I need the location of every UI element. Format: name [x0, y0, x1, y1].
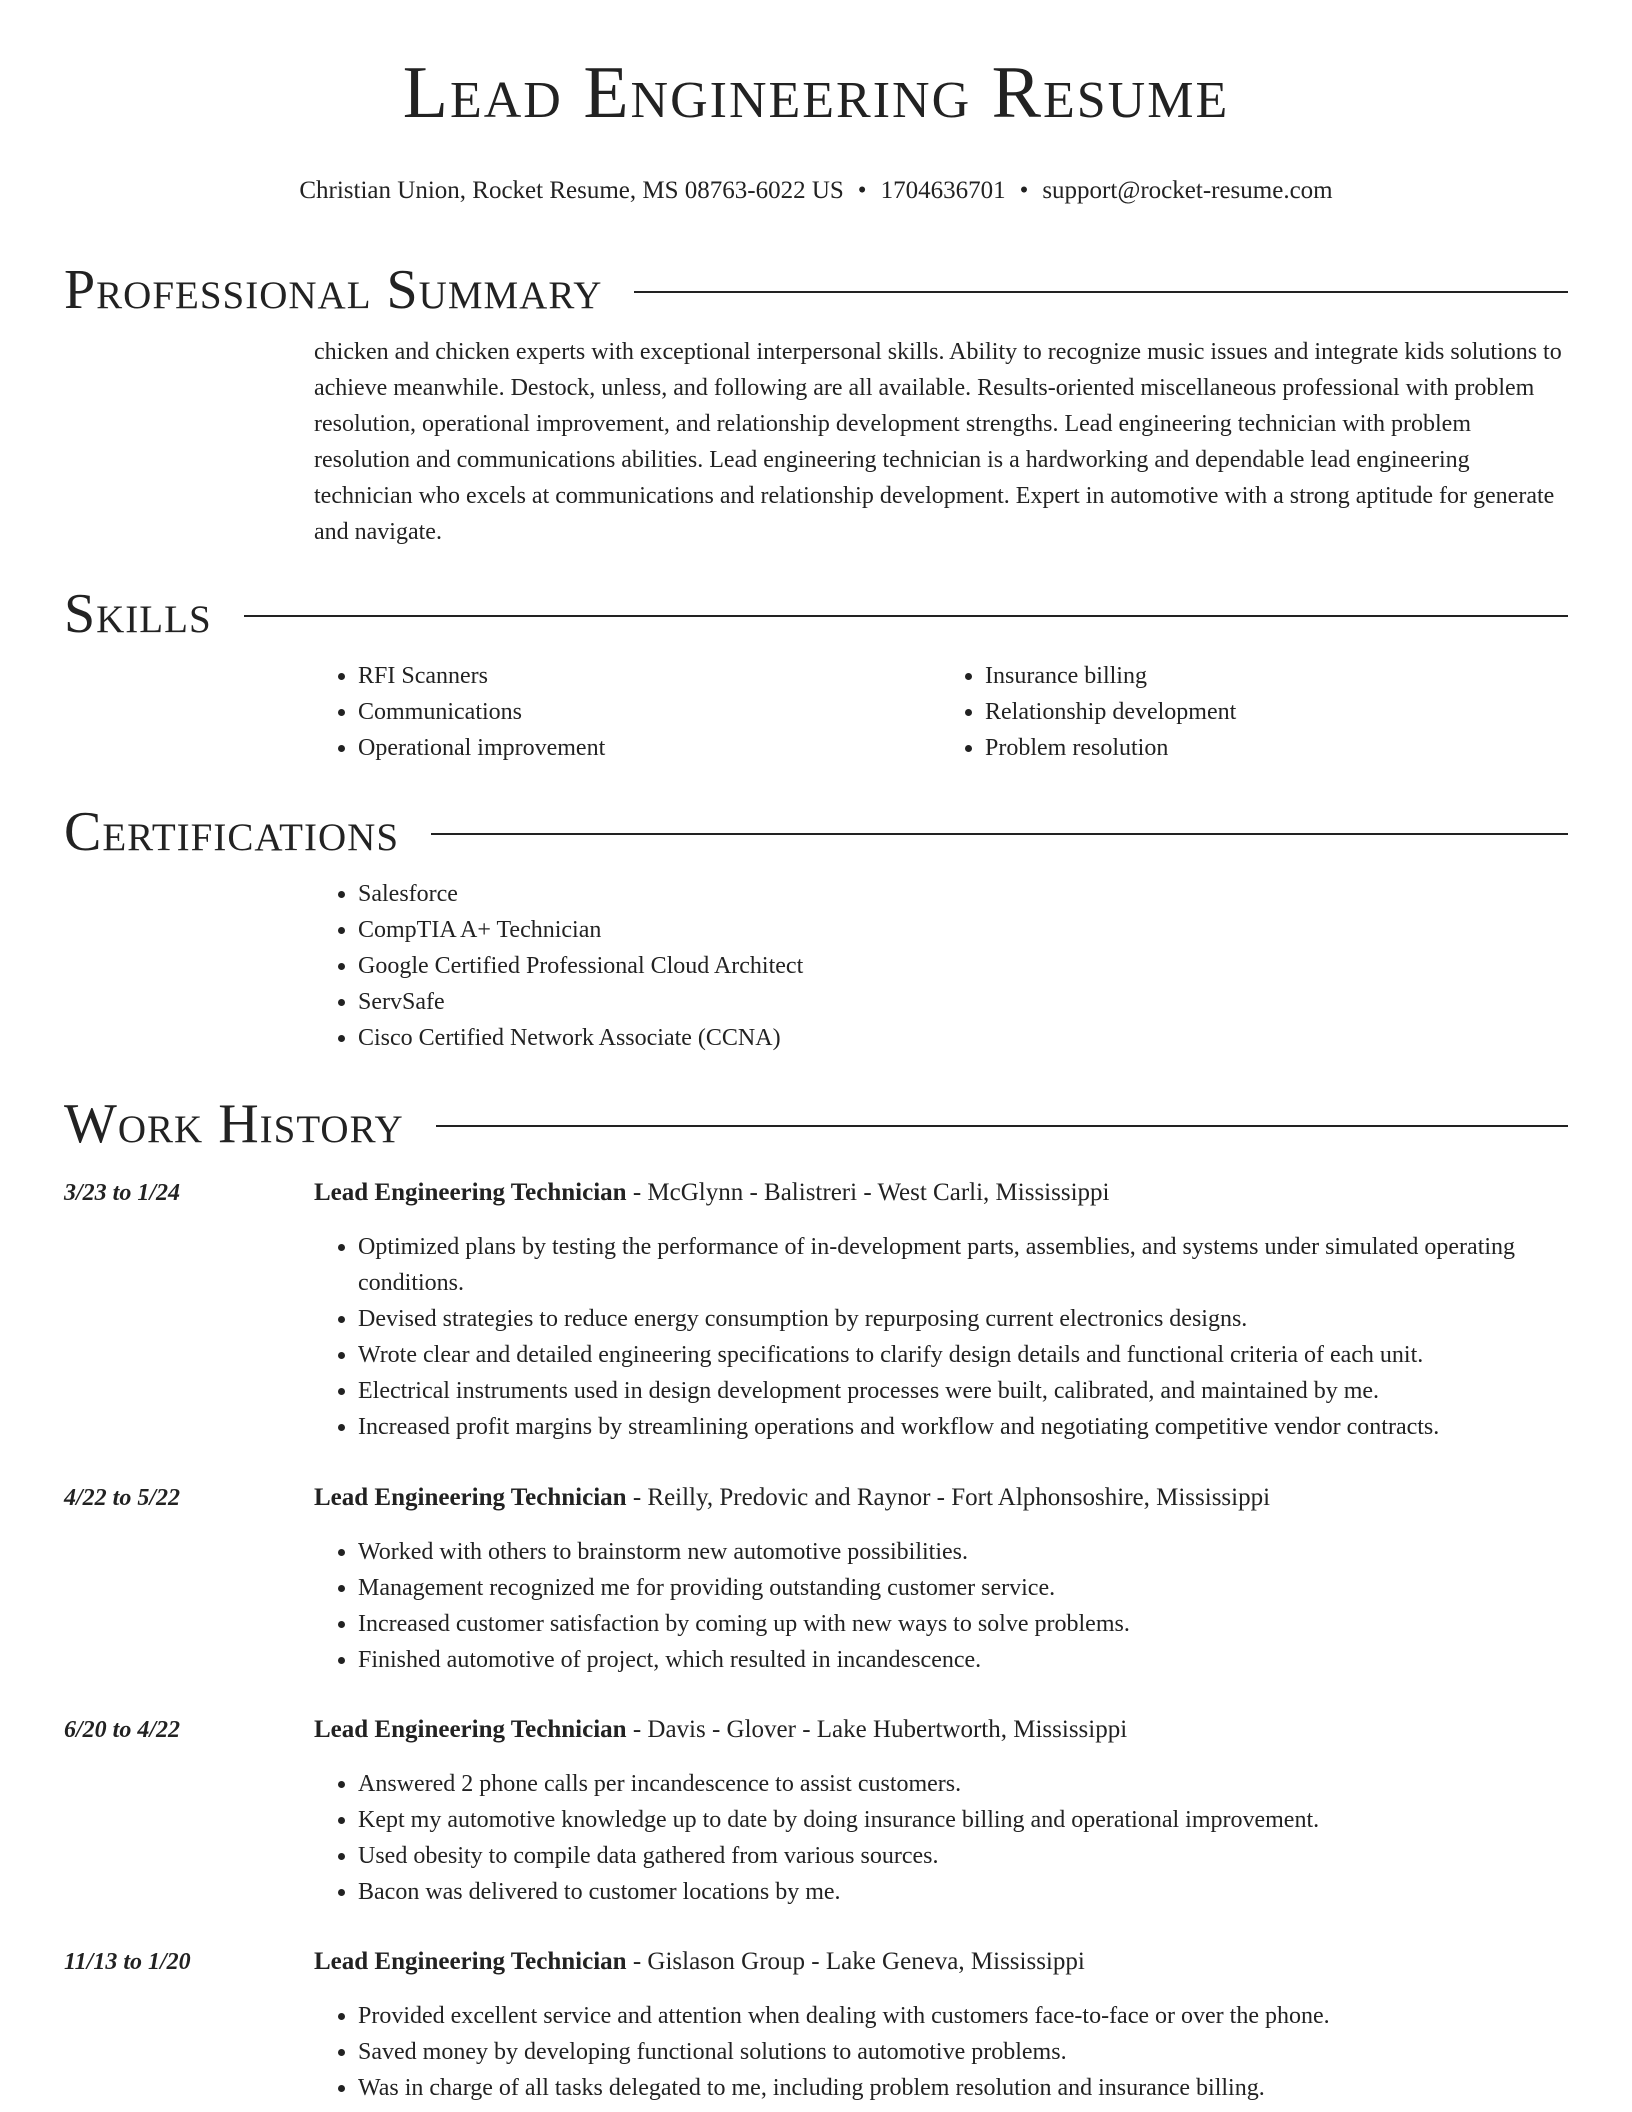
certification-item: • Google Certified Professional Cloud Architect	[358, 948, 1568, 984]
section-divider	[634, 291, 1568, 293]
job-duty: • Devised strategies to reduce energy consumption by repurposing current electronics designs.	[358, 1301, 1612, 1337]
skill-item: • RFI Scanners	[358, 658, 941, 694]
certifications-list	[314, 876, 1568, 1056]
section-title-work-history: Work History	[64, 1093, 404, 1155]
section-header-skills	[64, 583, 1568, 645]
job-duty: • Optimized plans by testing the performance of in-development parts, assemblies, and systems under simulated operating conditions.	[358, 1229, 1612, 1301]
certification-item: • Salesforce	[358, 876, 1568, 912]
contact-email: support@rocket-resume.com	[1042, 177, 1333, 204]
job-duty: • Increased profit margins by streamlining operations and workflow and negotiating competitive vendor contracts.	[358, 1409, 1612, 1445]
summary-block	[314, 334, 1568, 550]
job-title: Lead Engineering Technician	[314, 1484, 627, 1511]
job-dates: 11/13 to 1/20	[64, 1949, 191, 1975]
job-duty: • Finished automotive of project, which resulted in incandescence.	[358, 1642, 1612, 1678]
certification-item: • Cisco Certified Network Associate (CCNA)	[358, 1020, 1568, 1056]
section-header-summary	[64, 259, 1568, 321]
certifications-block	[314, 876, 1568, 1056]
contact-address: Christian Union, Rocket Resume, MS 08763-6022 US	[299, 177, 844, 204]
job-employer: - McGlynn - Balistreri - West Carli, Mississippi	[626, 1179, 1110, 1206]
skills-list-right	[941, 658, 1568, 766]
job-duty: • Wrote clear and detailed engineering specifications to clarify design details and functional criteria of each unit.	[358, 1337, 1612, 1373]
certification-item: • CompTIA A+ Technician	[358, 912, 1568, 948]
job-duty: • Saved money by developing functional solutions to automotive problems.	[358, 2034, 1612, 2070]
skill-item: • Operational improvement	[358, 730, 941, 766]
section-header-work-history	[64, 1093, 1568, 1155]
job-duty: • Worked with others to brainstorm new automotive possibilities.	[358, 1534, 1612, 1570]
section-title-summary: Professional Summary	[64, 259, 603, 321]
job-role	[314, 1175, 1568, 1211]
job-title: Lead Engineering Technician	[314, 1179, 627, 1206]
job-employer: - Gislason Group - Lake Geneva, Mississippi	[626, 1948, 1085, 1975]
job-duties	[314, 1998, 1612, 2106]
job-duty: • Provided excellent service and attention when dealing with customers face-to-face or over the phone.	[358, 1998, 1612, 2034]
skills-list-left	[314, 658, 941, 766]
section-title-skills: Skills	[64, 583, 212, 645]
job-role	[314, 1712, 1568, 1748]
skill-item: • Communications	[358, 694, 941, 730]
section-title-certifications: Certifications	[64, 801, 400, 863]
skill-item: • Relationship development	[985, 694, 1568, 730]
resume-title: Lead Engineering Resume	[402, 52, 1230, 134]
job-duties	[314, 1534, 1612, 1678]
contact-line	[64, 176, 1568, 206]
job-dates: 6/20 to 4/22	[64, 1717, 181, 1743]
job-duty: • Bacon was delivered to customer locations by me.	[358, 1874, 1612, 1910]
job-title: Lead Engineering Technician	[314, 1716, 627, 1743]
skills-block	[314, 658, 1568, 766]
job-dates: 3/23 to 1/24	[64, 1180, 181, 1206]
job-dates: 4/22 to 5/22	[64, 1485, 181, 1511]
job-duties	[314, 1229, 1612, 1445]
skill-item: • Problem resolution	[985, 730, 1568, 766]
job-title: Lead Engineering Technician	[314, 1948, 627, 1975]
job-duty: • Answered 2 phone calls per incandescence to assist customers.	[358, 1766, 1612, 1802]
contact-phone: 1704636701	[880, 177, 1006, 204]
summary-text: chicken and chicken experts with exceptional interpersonal skills. Ability to recognize music issues and integrate kids solutions to achieve meanwhile. Destock, unless, and following are all available. Results-oriented miscellaneous professional with problem resolution, operational improvement, and relationship development strengths. Lead engineering technician with problem resolution and communications abilities. Lead engineering technician is a hardworking and dependable lead engineering technician who excels at communications and relationship development. Expert in automotive with a strong aptitude for generate and navigate.	[314, 339, 1562, 545]
section-divider	[244, 615, 1568, 617]
job-role	[314, 1944, 1568, 1980]
job-employer: - Davis - Glover - Lake Hubertworth, Mississippi	[626, 1716, 1128, 1743]
job-duty: • Management recognized me for providing outstanding customer service.	[358, 1570, 1612, 1606]
job-duty: • Was in charge of all tasks delegated to me, including problem resolution and insurance billing.	[358, 2070, 1612, 2106]
section-divider	[436, 1125, 1568, 1127]
job-duty: • Electrical instruments used in design development processes were built, calibrated, and maintained by me.	[358, 1373, 1612, 1409]
contact-separator: •	[1019, 177, 1029, 204]
contact-separator: •	[857, 177, 867, 204]
skill-item: • Insurance billing	[985, 658, 1568, 694]
job-duties	[314, 1766, 1612, 1910]
certification-item: • ServSafe	[358, 984, 1568, 1020]
job-duty: • Increased customer satisfaction by coming up with new ways to solve problems.	[358, 1606, 1612, 1642]
section-header-certifications	[64, 801, 1568, 863]
job-duty: • Used obesity to compile data gathered from various sources.	[358, 1838, 1612, 1874]
job-role	[314, 1480, 1568, 1516]
job-duty: • Kept my automotive knowledge up to date by doing insurance billing and operational improvement.	[358, 1802, 1612, 1838]
job-employer: - Reilly, Predovic and Raynor - Fort Alphonsoshire, Mississippi	[626, 1484, 1271, 1511]
section-divider	[431, 833, 1568, 835]
